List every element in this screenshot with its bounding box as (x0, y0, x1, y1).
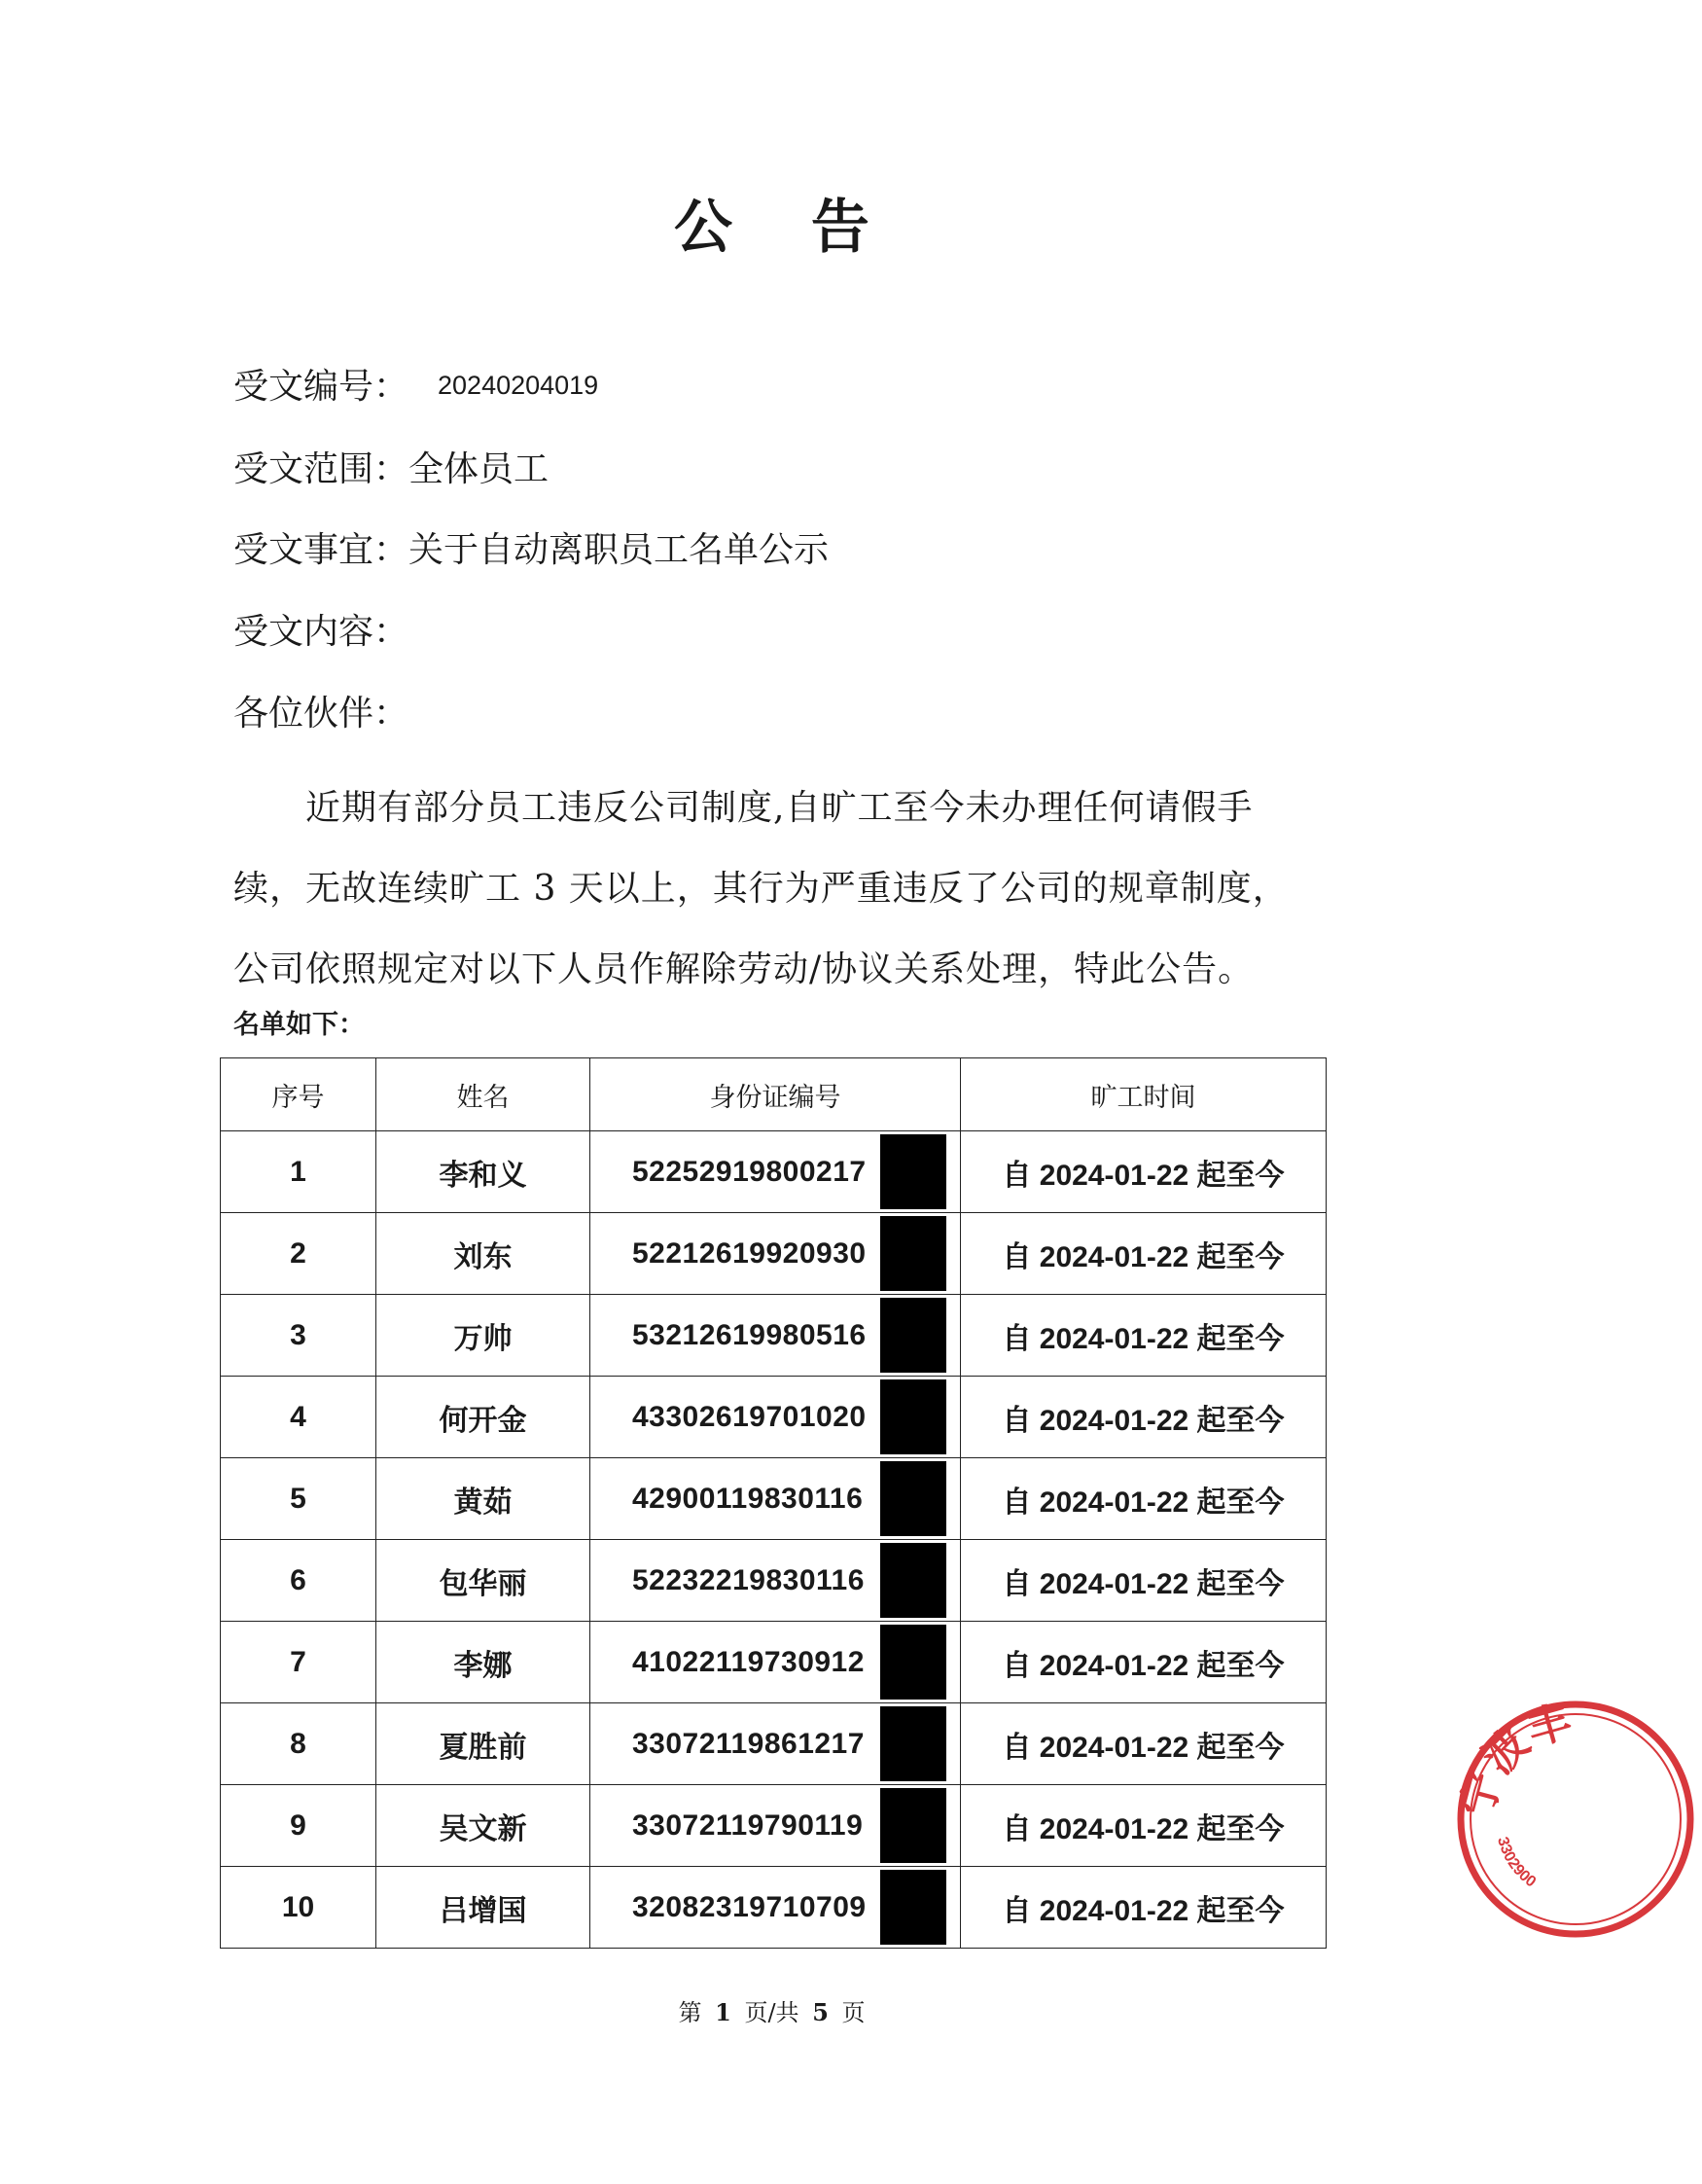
table-row (221, 1540, 1327, 1622)
row-number: 7 (221, 1622, 376, 1703)
footer-total-pages: 5 (812, 1998, 829, 2026)
row-number: 3 (221, 1295, 376, 1377)
row-number: 2 (221, 1213, 376, 1295)
id-number-cell (590, 1540, 961, 1622)
id-number-cell (590, 1377, 961, 1458)
id-number: 52212619920930 (632, 1236, 867, 1270)
redaction-block (880, 1706, 946, 1781)
footer-current-page: 1 (715, 1998, 731, 2026)
absence-time: 自 2024-01-22 起至今 (961, 1703, 1327, 1785)
table-row (221, 1131, 1327, 1213)
absence-time: 自 2024-01-22 起至今 (961, 1540, 1327, 1622)
table-row (221, 1213, 1327, 1295)
subject-label: 受文事宜： (233, 530, 409, 570)
row-number: 1 (221, 1131, 376, 1213)
table-body (221, 1131, 1327, 1949)
redaction-block (880, 1625, 946, 1700)
id-number: 53212619980516 (632, 1318, 867, 1351)
footer-suffix: 页 (841, 1999, 866, 2026)
employee-name: 包华丽 (376, 1540, 590, 1622)
redaction-block (880, 1870, 946, 1945)
absence-time: 自 2024-01-22 起至今 (961, 1377, 1327, 1458)
doc-number-label: 受文编号： (233, 367, 409, 407)
id-number-cell (590, 1867, 961, 1949)
id-number: 52252919800217 (632, 1155, 867, 1188)
id-number-cell (590, 1622, 961, 1703)
absence-time: 自 2024-01-22 起至今 (961, 1622, 1327, 1703)
employee-name: 夏胜前 (376, 1703, 590, 1785)
id-number-cell (590, 1131, 961, 1213)
redaction-block (880, 1216, 946, 1291)
company-seal (1449, 1693, 1702, 1946)
footer-prefix: 第 (678, 1999, 702, 2026)
table-row (221, 1867, 1327, 1949)
id-number: 43302619701020 (632, 1400, 867, 1433)
header-absence-time: 旷工时间 (961, 1058, 1327, 1131)
list-heading: 名单如下： (233, 1010, 365, 1040)
absence-time: 自 2024-01-22 起至今 (961, 1867, 1327, 1949)
content-label: 受文内容： (233, 612, 409, 652)
row-number: 6 (221, 1540, 376, 1622)
header-name: 姓名 (376, 1058, 590, 1131)
absence-time: 自 2024-01-22 起至今 (961, 1458, 1327, 1540)
id-number: 42900119830116 (632, 1482, 864, 1515)
employee-name: 万帅 (376, 1295, 590, 1377)
redaction-block (880, 1379, 946, 1454)
redaction-block (880, 1543, 946, 1618)
page-title: 公 告 (674, 194, 899, 262)
seal-number-text: 3302900 (1494, 1835, 1540, 1891)
id-number: 41022119730912 (632, 1645, 865, 1678)
subject-value: 关于自动离职员工名单公示 (408, 530, 830, 570)
id-number: 32082319710709 (632, 1890, 867, 1923)
row-number: 9 (221, 1785, 376, 1867)
content-row (233, 609, 408, 656)
employee-name: 黄茹 (376, 1458, 590, 1540)
row-number: 5 (221, 1458, 376, 1540)
page-footer (0, 1997, 1543, 2028)
table-row (221, 1622, 1327, 1703)
redaction-block (880, 1298, 946, 1373)
employee-name: 何开金 (376, 1377, 590, 1458)
header-no: 序号 (221, 1058, 376, 1131)
employee-table (220, 1057, 1327, 1949)
employee-name: 李娜 (376, 1622, 590, 1703)
scope-label: 受文范围： (233, 449, 409, 489)
id-number-cell (590, 1295, 961, 1377)
absence-time: 自 2024-01-22 起至今 (961, 1131, 1327, 1213)
row-number: 8 (221, 1703, 376, 1785)
table-row (221, 1458, 1327, 1540)
redaction-block (880, 1461, 946, 1536)
employee-name: 刘东 (376, 1213, 590, 1295)
id-number-cell (590, 1213, 961, 1295)
seal-top-text: 宁波丰 (1452, 1696, 1578, 1822)
row-number: 4 (221, 1377, 376, 1458)
body-paragraph: 近期有部分员工违反公司制度,自旷工至今未办理任何请假手续，无故连续旷工 3 天以上，其行为严重违反了公司的规章制度，公司依照规定对以下人员作解除劳动/协议关系处理，特此公告。 (233, 788, 1289, 989)
row-number: 10 (221, 1867, 376, 1949)
table-row (221, 1295, 1327, 1377)
id-number: 33072119861217 (632, 1727, 865, 1760)
employee-name: 吴文新 (376, 1785, 590, 1867)
table-row (221, 1703, 1327, 1785)
header-id: 身份证编号 (590, 1058, 961, 1131)
id-number-cell (590, 1785, 961, 1867)
doc-number-row (233, 362, 598, 411)
scope-value: 全体员工 (408, 449, 550, 489)
redaction-block (880, 1788, 946, 1863)
redaction-block (880, 1134, 946, 1209)
doc-number-value: 20240204019 (438, 371, 599, 400)
id-number-cell (590, 1458, 961, 1540)
absence-time: 自 2024-01-22 起至今 (961, 1295, 1327, 1377)
table-row (221, 1785, 1327, 1867)
footer-middle: 页/共 (744, 1999, 799, 2026)
absence-time: 自 2024-01-22 起至今 (961, 1785, 1327, 1867)
table-header-row (221, 1058, 1327, 1131)
id-number: 33072119790119 (632, 1808, 864, 1842)
absence-time: 自 2024-01-22 起至今 (961, 1213, 1327, 1295)
employee-name: 吕增国 (376, 1867, 590, 1949)
employee-name: 李和义 (376, 1131, 590, 1213)
id-number: 52232219830116 (632, 1563, 865, 1596)
table-row (221, 1377, 1327, 1458)
subject-row (233, 527, 829, 574)
scope-row (233, 447, 549, 493)
greeting: 各位伙伴： (233, 694, 409, 734)
id-number-cell (590, 1703, 961, 1785)
